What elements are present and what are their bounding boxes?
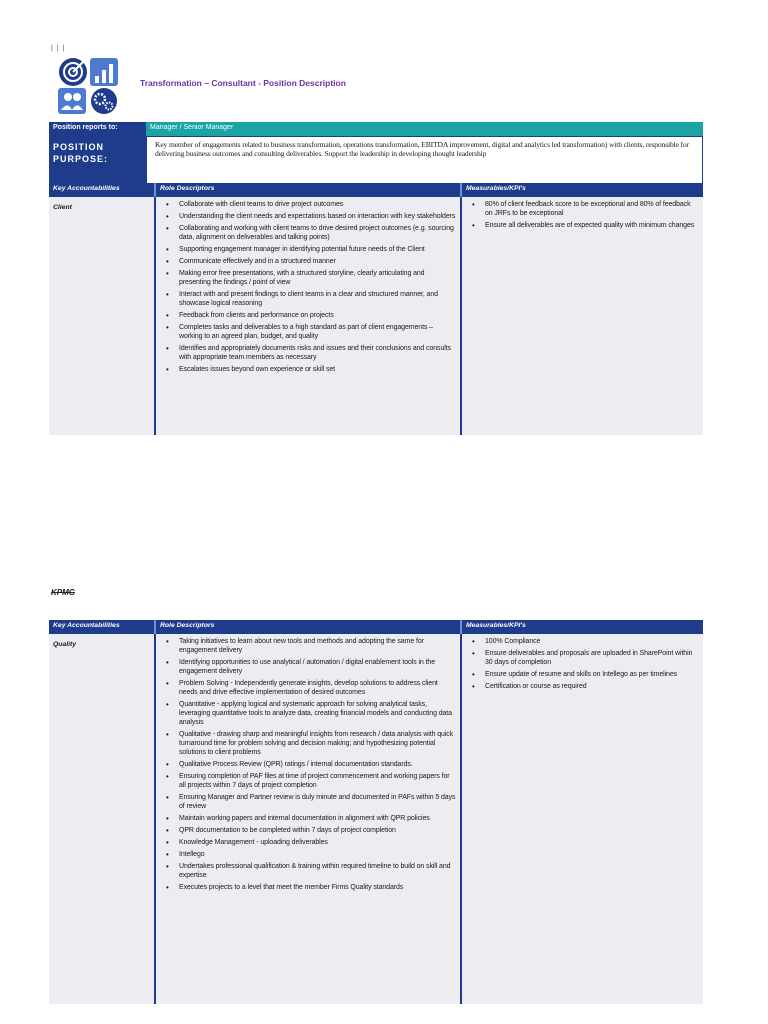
- list-item: • Certification or course as required: [468, 682, 697, 691]
- list-item: • Qualitative Process Review (QPR) ratings / internal documentation standards.: [162, 760, 456, 769]
- table-header: [49, 183, 703, 197]
- client-row: [49, 197, 703, 435]
- list-item: • Communicate effectively and in a structured manner: [162, 257, 456, 266]
- list-item: • Ensure update of resume and skills on Intellego as per timelines: [468, 670, 697, 679]
- list-item: • Ensure deliverables and proposals are uploaded in SharePoint within 30 days of completion: [468, 649, 697, 667]
- quality-kpis: [460, 634, 703, 1004]
- quality-descriptor-list: [162, 637, 456, 892]
- client-kpi-list: [468, 200, 697, 230]
- table-header: [49, 620, 703, 634]
- purpose-label-line1: POSITION: [53, 142, 105, 152]
- header-measurables: Measurables/KPI's: [460, 620, 703, 634]
- list-item: • Collaborating and working with client teams to drive desired project outcomes (e.g. sourcing data, alignment on deliverables and talking points): [162, 224, 456, 242]
- reports-to-label: Position reports to:: [49, 122, 146, 136]
- header-marks: | | |: [51, 45, 66, 52]
- client-kpis: [460, 197, 703, 435]
- quality-descriptors: [154, 634, 460, 1004]
- list-item: • Feedback from clients and performance on projects: [162, 311, 456, 320]
- client-descriptor-list: [162, 200, 456, 374]
- header-key-accountabilities: Key Accountabilities: [53, 185, 120, 192]
- transformation-logo-icon: [56, 56, 120, 116]
- header-key-accountabilities: Key Accountabilities: [53, 622, 120, 629]
- quality-row: [49, 634, 703, 1004]
- list-item: • Executes projects to a level that meet the member Firms Quality standards: [162, 883, 456, 892]
- header-measurables: Measurables/KPI's: [460, 183, 703, 197]
- quality-kpi-list: [468, 637, 697, 691]
- list-item: • 80% of client feedback score to be exceptional and 80% of feedback on JRFs to be exceptional: [468, 200, 697, 218]
- list-item: • Intellego: [162, 850, 456, 859]
- reports-to-value: Manager / Senior Manager: [146, 122, 703, 136]
- list-item: • Identifies and appropriately documents risks and issues and their conclusions and consults with appropriate team members as necessary: [162, 344, 456, 362]
- list-item: • Collaborate with client teams to drive project outcomes: [162, 200, 456, 209]
- purpose-label-line2: PURPOSE:: [53, 154, 109, 164]
- position-purpose-text: Key member of engagements related to business transformation, operations transformation, EBITDA improvement, digital and analytics led transformation) with clients, responsible for delivering business outcomes and consulting deliverables. Support the leadership in developing thought leadership: [146, 136, 703, 184]
- kpmg-mark: KPMG: [51, 588, 75, 597]
- client-descriptors: [154, 197, 460, 435]
- quality-label: Quality: [53, 641, 77, 648]
- header-role-descriptors: Role Descriptors: [154, 183, 460, 197]
- list-item: • Taking initiatives to learn about new tools and methods and adopting the same for engagement delivery: [162, 637, 456, 655]
- list-item: • Quantitative - applying logical and systematic approach for solving analytical tasks, leveraging quantitative tools to analyze data, creating financial models and conducting data analysis: [162, 700, 456, 727]
- list-item: • 100% Compliance: [468, 637, 697, 646]
- quality-accountability-table: [49, 620, 703, 1004]
- document-title: Transformation – Consultant - Position Description: [140, 78, 346, 88]
- list-item: • Maintain working papers and internal documentation in alignment with QPR policies: [162, 814, 456, 823]
- list-item: • QPR documentation to be completed within 7 days of project completion: [162, 826, 456, 835]
- list-item: • Qualitative - drawing sharp and meaningful insights from research / data analysis with quick turnaround time for problem solving and decision making; and hypothesizing potential solutions to client problems: [162, 730, 456, 757]
- list-item: • Undertakes professional qualification & training within required timeline to build on skill and expertise: [162, 862, 456, 880]
- list-item: • Problem Solving - Independently generate insights, develop solutions to address client needs and drive effective implementation of desired outcomes: [162, 679, 456, 697]
- list-item: • Knowledge Management - uploading deliverables: [162, 838, 456, 847]
- position-purpose-label: [49, 136, 146, 184]
- header-role-descriptors: Role Descriptors: [154, 620, 460, 634]
- list-item: • Ensuring completion of PAF files at time of project commencement and working papers for all projects within 7 days of project completion: [162, 772, 456, 790]
- position-purpose-row: [49, 136, 703, 184]
- list-item: • Ensuring Manager and Partner review is duly minute and documented in PAFs within 5 days of review: [162, 793, 456, 811]
- client-label: Client: [53, 204, 72, 211]
- list-item: • Supporting engagement manager in identifying potential future needs of the Client: [162, 245, 456, 254]
- list-item: • Interact with and present findings to client teams in a clear and structured manner, and showcase logical reasoning: [162, 290, 456, 308]
- list-item: • Escalates issues beyond own experience or skill set: [162, 365, 456, 374]
- list-item: • Making error free presentations, with a structured storyline, clearly articulating and presenting the findings / point of view: [162, 269, 456, 287]
- list-item: • Understanding the client needs and expectations based on interaction with key stakeholders: [162, 212, 456, 221]
- reports-to-row: [49, 122, 703, 136]
- client-accountability-table: [49, 183, 703, 435]
- list-item: • Ensure all deliverables are of expected quality with minimum changes: [468, 221, 697, 230]
- list-item: • Completes tasks and deliverables to a high standard as part of client engagements – working to an agreed plan, budget, and quality: [162, 323, 456, 341]
- list-item: • Identifying opportunities to use analytical / automation / digital enablement tools in the engagement delivery: [162, 658, 456, 676]
